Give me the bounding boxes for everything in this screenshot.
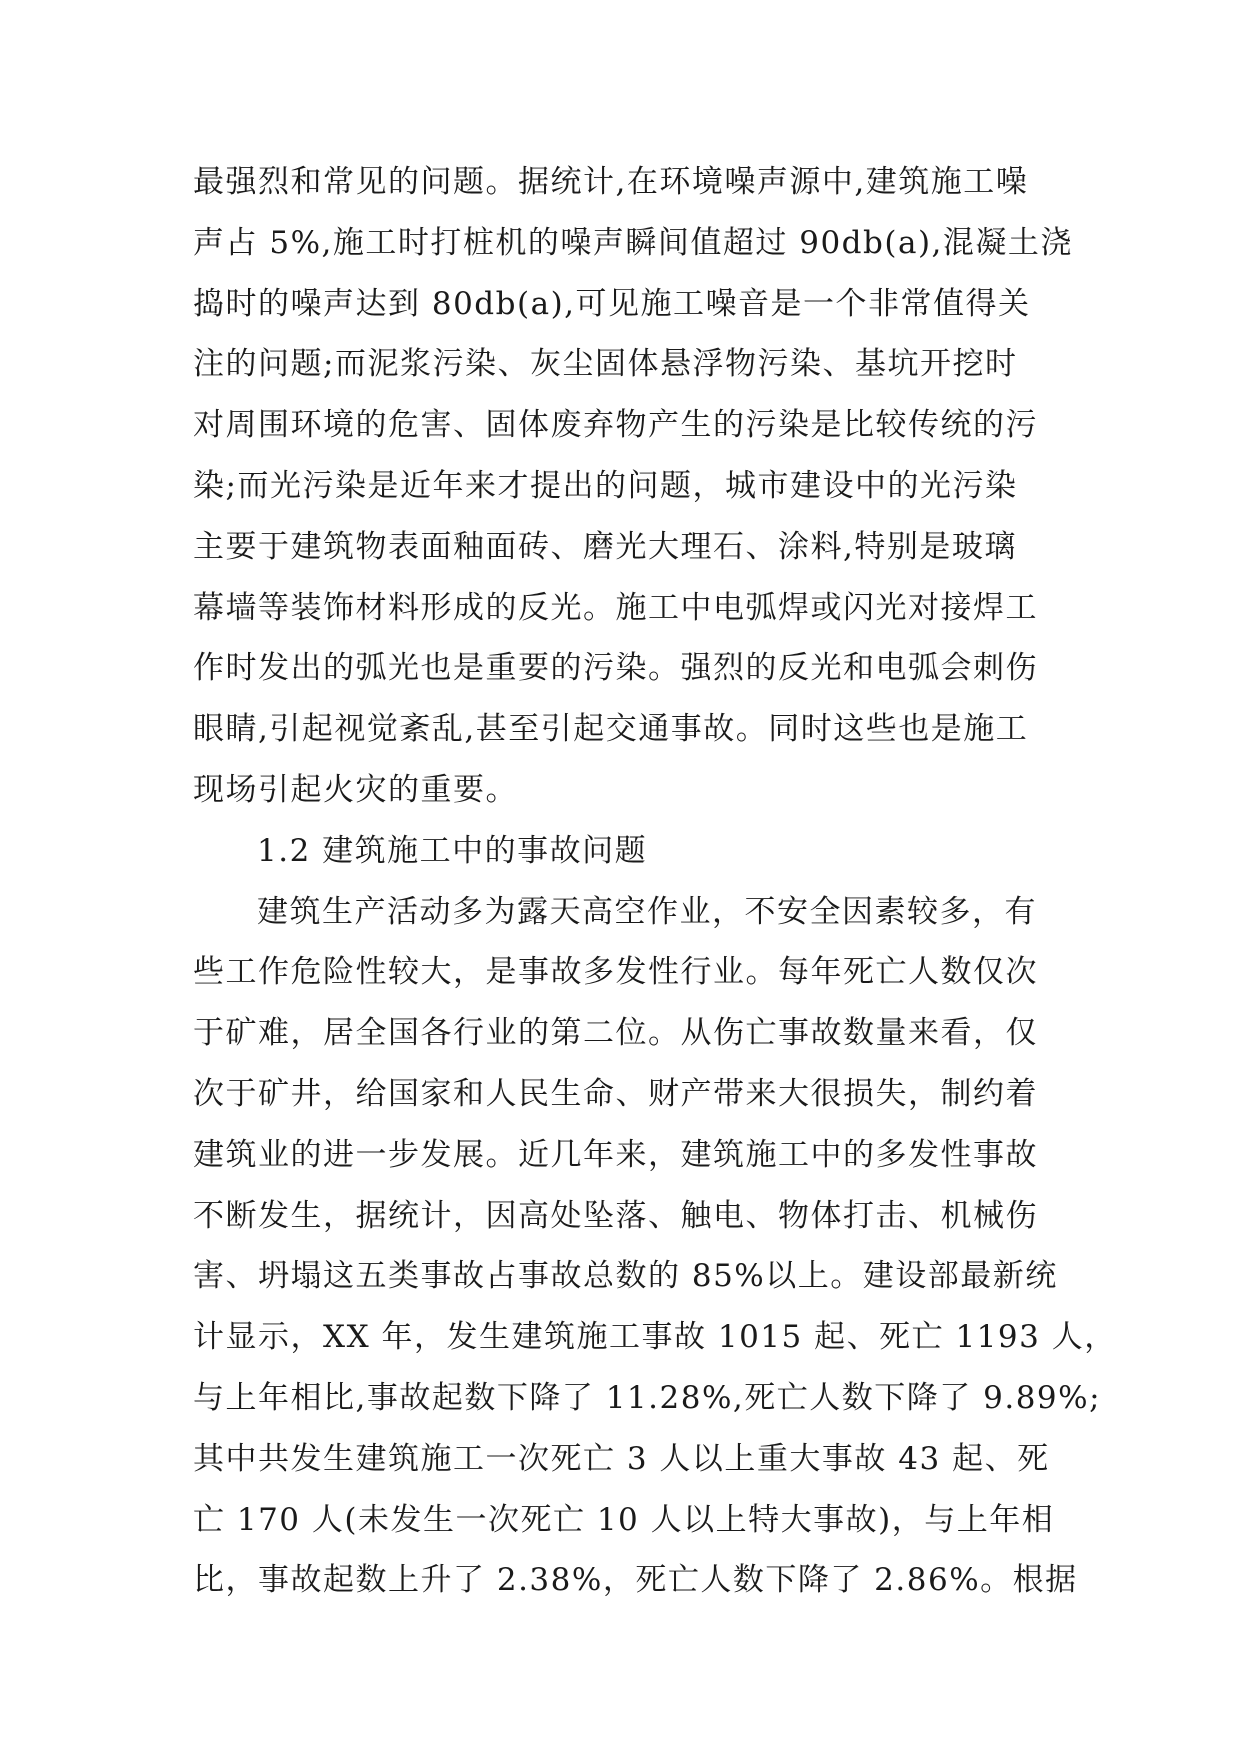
text-line: 对周围环境的危害、固体废弃物产生的污染是比较传统的污: [193, 407, 1038, 444]
text-line: 害、坍塌这五类事故占事故总数的 85%以上。建设部最新统: [193, 1258, 1058, 1295]
text-line: 建筑生产活动多为露天高空作业，不安全因素较多，有: [257, 893, 1037, 930]
text-line: 于矿难，居全国各行业的第二位。从伤亡事故数量来看，仅: [193, 1015, 1038, 1052]
text-line: 亡 170 人(未发生一次死亡 10 人以上特大事故)，与上年相: [193, 1501, 1055, 1538]
text-line: 声占 5%,施工时打桩机的噪声瞬间值超过 90db(a),混凝土浇: [193, 224, 1073, 261]
text-line: 些工作危险性较大，是事故多发性行业。每年死亡人数仅次: [193, 954, 1038, 991]
text-line: 建筑业的进一步发展。近几年来，建筑施工中的多发性事故: [193, 1136, 1038, 1173]
text-line: 计显示，XX 年，发生建筑施工事故 1015 起、死亡 1193 人，: [193, 1319, 1117, 1356]
text-line: 眼睛,引起视觉紊乱,甚至引起交通事故。同时这些也是施工: [193, 711, 1029, 748]
text-line: 现场引起火灾的重要。: [193, 771, 518, 808]
body-text: [193, 152, 1117, 1611]
text-line: 最强烈和常见的问题。据统计,在环境噪声源中,建筑施工噪: [193, 164, 1029, 200]
text-line: 不断发生，据统计，因高处坠落、触电、物体打击、机械伤: [193, 1197, 1038, 1234]
text-line: 与上年相比,事故起数下降了 11.28%,死亡人数下降了 9.89%;: [193, 1379, 1102, 1416]
text-line: 比，事故起数上升了 2.38%，死亡人数下降了 2.86%。根据: [193, 1562, 1078, 1599]
text-line: 其中共发生建筑施工一次死亡 3 人以上重大事故 43 起、死: [193, 1440, 1050, 1477]
text-line: 次于矿井，给国家和人民生命、财产带来大很损失，制约着: [193, 1075, 1038, 1112]
text-line: 注的问题;而泥浆污染、灰尘固体悬浮物污染、基坑开挖时: [193, 346, 1018, 383]
section-heading: 1.2 建筑施工中的事故问题: [257, 832, 648, 869]
text-line: 捣时的噪声达到 80db(a),可见施工噪音是一个非常值得关: [193, 285, 1031, 322]
text-line: 主要于建筑物表面釉面砖、磨光大理石、涂料,特别是玻璃: [193, 528, 1017, 565]
text-line: 染;而光污染是近年来才提出的问题，城市建设中的光污染: [193, 467, 1018, 504]
text-line: 作时发出的弧光也是重要的污染。强烈的反光和电弧会刺伤: [193, 650, 1038, 687]
text-line: 幕墙等装饰材料形成的反光。施工中电弧焊或闪光对接焊工: [193, 589, 1038, 626]
